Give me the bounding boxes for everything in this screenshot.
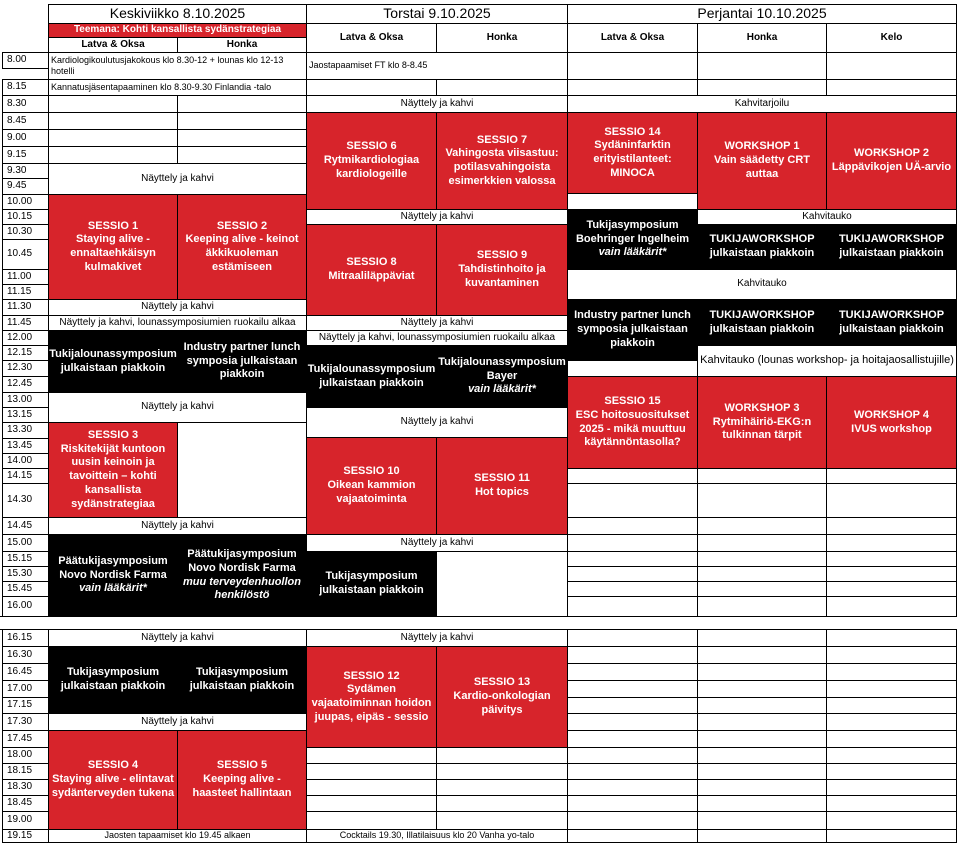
fri-workshop-1: WORKSHOP 1 Vain säädetty CRT auttaa	[697, 112, 827, 210]
fri-empty	[567, 193, 698, 210]
wed-empty	[177, 112, 307, 130]
fri-sponsor-workshop: TUKIJAWORKSHOP julkaistaan piakkoin	[697, 224, 827, 270]
fri-empty	[697, 829, 827, 843]
hall-header-latva-fri: Latva & Oksa	[567, 23, 698, 53]
thu-lunch-symposium-bayer	[436, 345, 568, 408]
time-slot: 14.15	[2, 468, 49, 484]
hall-header-honka-thu: Honka	[436, 23, 568, 53]
fri-empty	[567, 566, 698, 582]
time-slot: 15.45	[2, 581, 49, 597]
thu-empty	[436, 811, 568, 830]
wed-empty	[177, 422, 307, 518]
time-slot: 11.00	[2, 269, 49, 285]
fri-empty	[697, 730, 827, 748]
fri-empty	[567, 468, 698, 484]
time-slot: 10.30	[2, 224, 49, 240]
fri-coffee-break-lunch: Kahvitauko (lounas workshop- ja hoitajaosallistujille)	[697, 345, 957, 377]
hall-header-latva-thu: Latva & Oksa	[306, 23, 437, 53]
time-slot: 12.30	[2, 360, 49, 377]
fri-empty	[826, 811, 957, 830]
fri-empty	[697, 79, 827, 96]
thu-sponsor-symposium: Tukijasymposium julkaistaan piakkoin	[306, 551, 437, 617]
wed-empty	[177, 95, 307, 113]
time-slot: 10.45	[2, 239, 49, 270]
thu-empty	[436, 763, 568, 780]
thu-session-6: SESSIO 6 Rytmikardiologiaa kardiologeille	[306, 112, 437, 210]
wed-industry-lunch-symposia: Industry partner lunch symposia julkaistaan piakkoin	[177, 330, 307, 393]
fri-empty	[567, 646, 698, 664]
wed-session-3: SESSIO 3 Riskitekijät kuntoon uusin keinoin ja tavoittein – kohti kansallista sydänstrategiaa	[48, 422, 178, 518]
fri-empty	[567, 581, 698, 597]
fri-empty	[826, 697, 957, 714]
time-slot: 15.00	[2, 534, 49, 552]
symposium-audience: muu terveydenhuollon henkilöstö	[183, 575, 301, 602]
time-slot: 14.00	[2, 453, 49, 469]
time-slot: 8.15	[2, 79, 49, 96]
fri-empty	[567, 730, 698, 748]
wed-main-symposium-staff	[177, 534, 307, 617]
fri-empty	[826, 534, 957, 552]
wed-session-5: SESSIO 5 Keeping alive - haasteet hallintaan	[177, 730, 307, 830]
fri-empty	[697, 52, 827, 80]
thu-session-9: SESSIO 9 Tahdistinhoito ja kuvantaminen	[436, 224, 568, 316]
fri-empty	[826, 517, 957, 535]
fri-empty	[567, 534, 698, 552]
fri-empty	[567, 811, 698, 830]
time-slot: 17.15	[2, 697, 49, 714]
fri-empty	[826, 551, 957, 567]
time-slot: 18.15	[2, 763, 49, 780]
thu-session-8: SESSIO 8 Mitraaliläppäviat	[306, 224, 437, 316]
day-header-friday: Perjantai 10.10.2025	[567, 4, 957, 24]
time-slot: 17.30	[2, 713, 49, 731]
time-slot: 13.00	[2, 392, 49, 408]
time-slot: 12.00	[2, 330, 49, 346]
wed-session-1: SESSIO 1 Staying alive - ennaltaehkäisyn kulmakivet	[48, 194, 178, 300]
fri-sponsor-workshop: TUKIJAWORKSHOP julkaistaan piakkoin	[826, 299, 957, 346]
wed-exhibition-coffee: Näyttely ja kahvi	[48, 629, 307, 647]
symposium-audience: vain lääkärit*	[468, 383, 536, 396]
time-slot: 16.00	[2, 596, 49, 617]
fri-empty	[697, 629, 827, 647]
fri-empty	[697, 795, 827, 812]
time-slot: 9.15	[2, 146, 49, 164]
fri-empty	[697, 566, 827, 582]
symposium-audience: vain lääkärit*	[598, 246, 667, 259]
fri-empty	[567, 713, 698, 731]
wed-empty	[48, 129, 178, 147]
wed-exhibition-coffee: Näyttely ja kahvi	[48, 713, 307, 731]
fri-empty	[567, 629, 698, 647]
fri-empty	[826, 629, 957, 647]
wed-empty	[48, 95, 178, 113]
fri-empty	[567, 483, 698, 518]
time-slot: 8.00	[2, 52, 49, 69]
fri-empty	[826, 646, 957, 664]
thu-empty	[306, 763, 437, 780]
time-slot: 17.00	[2, 680, 49, 698]
wed-main-symposium-doctors	[48, 534, 178, 617]
fri-empty	[697, 581, 827, 597]
time-slot: 10.00	[2, 194, 49, 210]
fri-empty	[567, 551, 698, 567]
wed-exhibition-coffee: Näyttely ja kahvi	[48, 517, 307, 535]
thu-exhibition-coffee: Näyttely ja kahvi	[306, 315, 568, 331]
fri-empty	[826, 795, 957, 812]
fri-empty	[697, 713, 827, 731]
time-slot: 14.30	[2, 483, 49, 518]
time-slot: 15.15	[2, 551, 49, 567]
thu-empty	[306, 811, 437, 830]
wed-session-2: SESSIO 2 Keeping alive - keinot äkkikuoleman estämiseen	[177, 194, 307, 300]
fri-empty	[697, 663, 827, 681]
time-slot: 19.00	[2, 811, 49, 830]
hall-header-latva-wed: Latva & Oksa	[48, 37, 178, 53]
wed-empty	[177, 129, 307, 147]
thu-session-10: SESSIO 10 Oikean kammion vajaatoiminta	[306, 437, 437, 535]
thu-session-13: SESSIO 13 Kardio-onkologian päivitys	[436, 646, 568, 748]
fri-coffee-break: Kahvitauko	[567, 269, 957, 300]
fri-empty	[826, 680, 957, 698]
time-slot: 8.45	[2, 112, 49, 130]
thu-section-meetings: Jaostapaamiset FT klo 8-8.45	[306, 52, 568, 80]
fri-empty	[697, 596, 827, 617]
fri-sponsor-workshop: TUKIJAWORKSHOP julkaistaan piakkoin	[697, 299, 827, 346]
fri-empty	[567, 680, 698, 698]
fri-empty	[697, 779, 827, 796]
hall-header-honka-fri: Honka	[697, 23, 827, 53]
fri-empty	[826, 483, 957, 518]
time-slot: 9.45	[2, 178, 49, 195]
time-slot: 18.00	[2, 747, 49, 764]
time-slot: 16.15	[2, 629, 49, 647]
fri-empty	[826, 596, 957, 617]
thu-exhibition-coffee: Näyttely ja kahvi	[306, 95, 568, 113]
wed-event-member-meeting: Kannatusjäsentapaaminen klo 8.30-9.30 Finlandia -talo	[48, 79, 307, 96]
wed-event-cardiology-meeting: Kardiologikoulutusjakokous klo 8.30-12 + lounas klo 12-13 hotelli	[48, 52, 307, 80]
fri-empty	[567, 779, 698, 796]
fri-workshop-3: WORKSHOP 3 Rytmihäiriö-EKG:n tulkinnan tärpit	[697, 376, 827, 469]
fri-empty	[567, 79, 698, 96]
fri-empty	[567, 663, 698, 681]
thu-evening-event: Cocktails 19.30, Illatilaisuus klo 20 Vanha yo-talo	[306, 829, 568, 843]
fri-empty	[697, 468, 827, 484]
time-slot: 13.15	[2, 407, 49, 423]
time-slot: 9.30	[2, 163, 49, 179]
fri-empty	[826, 581, 957, 597]
fri-empty	[567, 596, 698, 617]
thu-empty	[306, 795, 437, 812]
wed-empty	[48, 112, 178, 130]
thu-empty	[436, 795, 568, 812]
thu-lunch-symposium: Tukijalounassymposium julkaistaan piakkoin	[306, 345, 437, 408]
fri-sponsor-workshop: TUKIJAWORKSHOP julkaistaan piakkoin	[826, 224, 957, 270]
time-slot: 17.45	[2, 730, 49, 748]
fri-empty	[567, 52, 698, 80]
symposium-title: Päätukijasymposium Novo Nordisk Farma	[58, 554, 168, 581]
fri-empty	[567, 747, 698, 764]
theme-banner: Teemana: Kohti kansallista sydänstrategiaa	[48, 23, 307, 38]
thu-exhibition-coffee-lunch: Näyttely ja kahvi, lounassymposiumien ruokailu alkaa	[306, 330, 568, 346]
fri-empty	[826, 763, 957, 780]
thu-exhibition-coffee: Näyttely ja kahvi	[306, 534, 568, 552]
time-slot: 10.15	[2, 209, 49, 225]
thu-empty	[306, 747, 437, 764]
wed-empty	[48, 146, 178, 164]
fri-industry-lunch-symposia: Industry partner lunch symposia julkaistaan piakkoin	[567, 299, 698, 361]
time-slot: 14.45	[2, 517, 49, 535]
time-slot: 13.30	[2, 422, 49, 439]
fri-session-14: SESSIO 14 Sydäninfarktin erityistilanteet: MINOCA	[567, 112, 698, 194]
hall-header-kelo-fri: Kelo	[826, 23, 957, 53]
fri-empty	[697, 483, 827, 518]
symposium-title: Tukijasymposium Boehringer Ingelheim	[575, 218, 690, 245]
time-slot: 8.30	[2, 95, 49, 113]
wed-section-meetings: Jaosten tapaamiset klo 19.45 alkaen	[48, 829, 307, 843]
symposium-title: Päätukijasymposium Novo Nordisk Farma	[187, 548, 297, 574]
time-slot: 13.45	[2, 438, 49, 454]
symposium-title: Tukijalounassymposium Bayer	[438, 355, 566, 382]
fri-coffee-break: Kahvitauko	[697, 209, 957, 225]
fri-empty	[697, 747, 827, 764]
thu-empty	[436, 747, 568, 764]
wed-sponsor-symposium: Tukijasymposium julkaistaan piakkoin	[177, 646, 307, 714]
day-header-wednesday: Keskiviikko 8.10.2025	[48, 4, 307, 24]
fri-empty	[826, 663, 957, 681]
wed-exhibition-coffee: Näyttely ja kahvi	[48, 163, 307, 195]
thu-exhibition-coffee: Näyttely ja kahvi	[306, 407, 568, 438]
thu-empty	[306, 79, 437, 96]
fri-empty	[697, 517, 827, 535]
thu-exhibition-coffee: Näyttely ja kahvi	[306, 209, 568, 225]
wed-session-4: SESSIO 4 Staying alive - elintavat sydänterveyden tukena	[48, 730, 178, 830]
fri-empty	[697, 680, 827, 698]
time-slot: 12.45	[2, 376, 49, 393]
fri-empty	[826, 779, 957, 796]
fri-empty	[567, 360, 698, 377]
wed-exhibition-coffee-lunch: Näyttely ja kahvi, lounassymposiumien ruokailu alkaa	[48, 315, 307, 331]
fri-coffee-service: Kahvitarjoilu	[567, 95, 957, 113]
fri-workshop-2: WORKSHOP 2 Läppävikojen UÄ-arvio	[826, 112, 957, 210]
wed-empty	[177, 146, 307, 164]
hall-header-honka-wed: Honka	[177, 37, 307, 53]
fri-empty	[567, 763, 698, 780]
time-slot: 11.30	[2, 299, 49, 316]
thu-empty	[436, 779, 568, 796]
thu-empty	[306, 779, 437, 796]
time-slot: 18.30	[2, 779, 49, 796]
thu-empty	[436, 79, 568, 96]
time-slot: 9.00	[2, 129, 49, 147]
fri-empty	[697, 697, 827, 714]
break-separator	[0, 616, 957, 630]
fri-empty	[697, 551, 827, 567]
fri-workshop-4: WORKSHOP 4 IVUS workshop	[826, 376, 957, 469]
time-slot: 11.45	[2, 315, 49, 331]
time-slot: 19.15	[2, 829, 49, 843]
fri-empty	[826, 79, 957, 96]
fri-empty	[567, 697, 698, 714]
thu-session-7: SESSIO 7 Vahingosta viisastuu: potilasvahingoista esimerkkien valossa	[436, 112, 568, 210]
fri-empty	[697, 763, 827, 780]
time-slot: 11.15	[2, 284, 49, 300]
fri-empty	[826, 713, 957, 731]
wed-lunch-symposium: Tukijalounassymposium julkaistaan piakkoin	[48, 330, 178, 393]
fri-session-15: SESSIO 15 ESC hoitosuositukset 2025 - mikä muuttuu käytännöntasolla?	[567, 376, 698, 469]
thu-empty	[436, 551, 568, 617]
wed-exhibition-coffee: Näyttely ja kahvi	[48, 392, 307, 423]
wed-sponsor-symposium: Tukijasymposium julkaistaan piakkoin	[48, 646, 178, 714]
fri-empty	[826, 566, 957, 582]
symposium-audience: vain lääkärit*	[79, 582, 147, 595]
fri-empty	[567, 795, 698, 812]
thu-session-12: SESSIO 12 Sydämen vajaatoiminnan hoidon juupas, eipäs - sessio	[306, 646, 437, 748]
thu-session-11: SESSIO 11 Hot topics	[436, 437, 568, 535]
fri-empty	[826, 52, 957, 80]
time-slot: 12.15	[2, 345, 49, 361]
fri-empty	[567, 517, 698, 535]
thu-exhibition-coffee: Näyttely ja kahvi	[306, 629, 568, 647]
fri-empty	[826, 730, 957, 748]
time-slot: 16.30	[2, 646, 49, 664]
time-slot: 16.45	[2, 663, 49, 681]
day-header-thursday: Torstai 9.10.2025	[306, 4, 568, 24]
fri-empty	[567, 829, 698, 843]
time-slot: 15.30	[2, 566, 49, 582]
fri-empty	[826, 468, 957, 484]
fri-empty	[697, 534, 827, 552]
fri-empty	[826, 829, 957, 843]
fri-empty	[697, 646, 827, 664]
fri-empty	[697, 811, 827, 830]
time-slot: 18.45	[2, 795, 49, 812]
fri-sponsor-symposium-boehringer	[567, 209, 698, 270]
wed-exhibition-coffee: Näyttely ja kahvi	[48, 299, 307, 316]
fri-empty	[826, 747, 957, 764]
